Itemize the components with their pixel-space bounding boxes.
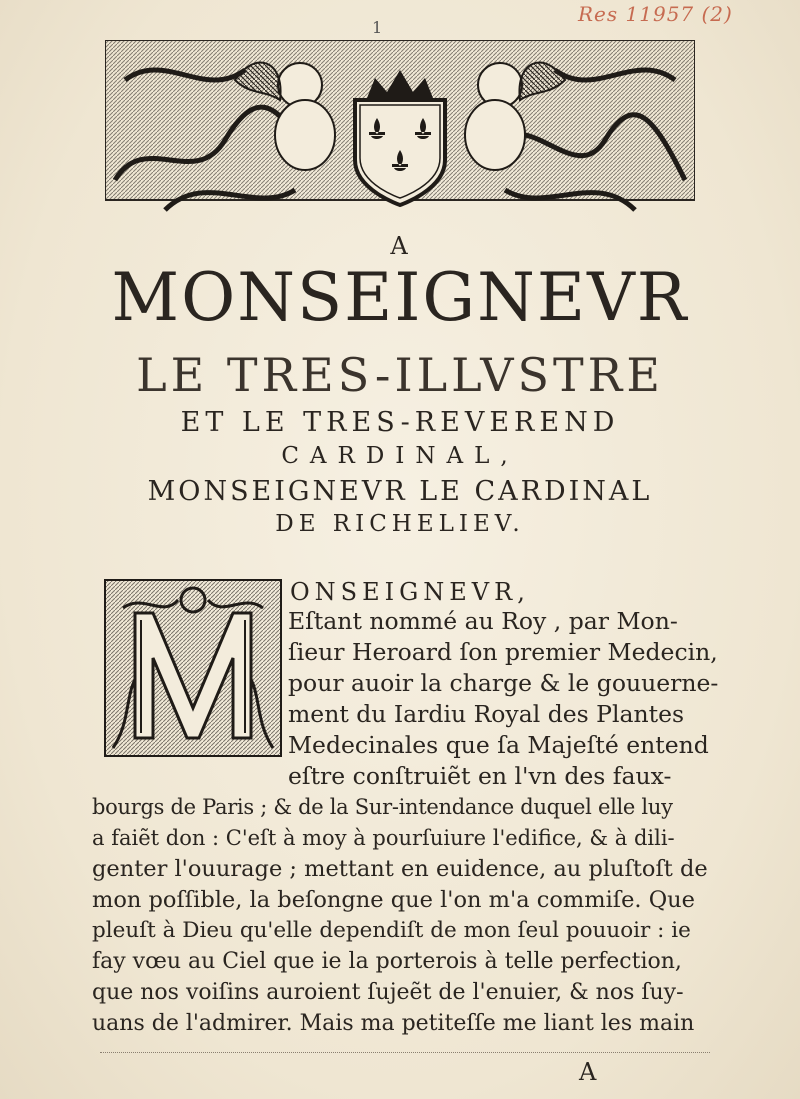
text-line: ment du Iardiu Royal des Plantes [288, 700, 685, 728]
library-shelfmark: Res 11957 (2) [578, 2, 733, 26]
dedication-full-title: MONSEIGNEVR LE CARDINAL [147, 476, 653, 507]
footer-rule [100, 1052, 710, 1053]
dedication-title: MONSEIGNEVR [111, 259, 689, 336]
text-line: ſieur Heroard ſon premier Medecin, [288, 638, 718, 666]
text-line: genter l'ouurage ; mettant en euidence, au pluſtoſt de [92, 856, 708, 882]
decorated-initial-m [103, 578, 283, 758]
text-line: Eſtant nommé au Roy , par Mon- [288, 607, 678, 635]
text-line: bourgs de Paris ; & de la Sur-intendance duquel elle luy [92, 795, 673, 819]
text-line: pour auoir la charge & le gouuerne- [288, 669, 719, 697]
dedication-epithet: LE TRES-ILLVSTRE [136, 348, 664, 402]
text-line: mon poſſible, la beſongne que l'on m'a commiſe. Que [92, 887, 695, 913]
text-line: eſtre conſtruiẽt en l'vn des faux- [288, 762, 672, 790]
text-line: Medecinales que ſa Majeſté entend [288, 731, 709, 759]
text-line: fay vœu au Ciel que ie la porterois à telle perfection, [92, 949, 682, 974]
dedication-to: A [390, 232, 410, 260]
dedication-name: DE RICHELIEV. [275, 511, 525, 537]
dedication-rank: CARDINAL, [281, 443, 519, 469]
catchword: A [579, 1058, 597, 1086]
text-line: uans de l'admirer. Mais ma petiteſſe me liant les main [92, 1011, 695, 1036]
page-number: 1 [372, 18, 383, 37]
text-line: que nos voiſins auroient ſujeẽt de l'enuier, & nos ſuy- [92, 980, 684, 1005]
ornamental-headpiece [105, 40, 695, 220]
text-line: a faiẽt don : C'eſt à moy à pourſuiure l'edifice, & à dili- [92, 826, 675, 850]
salutation: ONSEIGNEVR, [290, 578, 530, 606]
dedication-epithet-2: ET LE TRES-REVEREND [180, 407, 620, 438]
text-line: pleuſt à Dieu qu'elle dependiſt de mon ſeul pouuoir : ie [92, 918, 691, 943]
